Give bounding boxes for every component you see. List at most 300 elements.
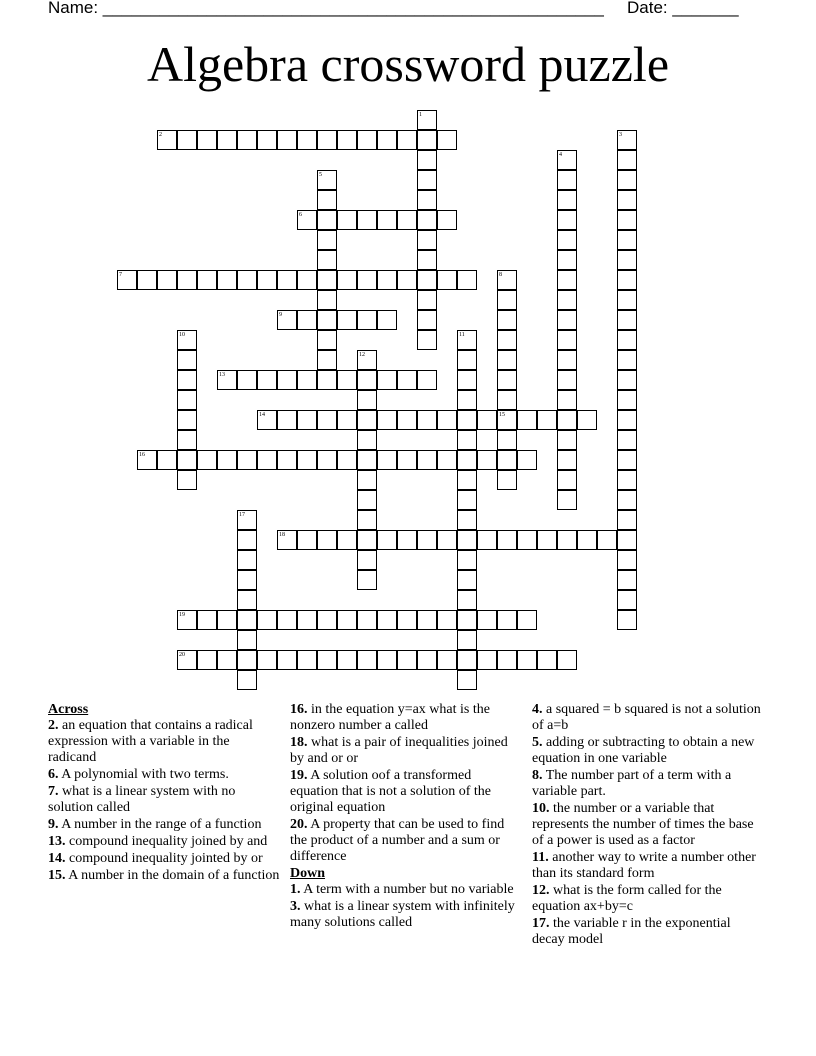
grid-cell[interactable] [437, 270, 457, 290]
grid-cell[interactable] [277, 370, 297, 390]
grid-cell[interactable] [397, 650, 417, 670]
grid-cell[interactable] [417, 270, 437, 290]
grid-cell[interactable] [457, 550, 477, 570]
grid-cell[interactable] [337, 130, 357, 150]
grid-cell[interactable] [357, 410, 377, 430]
grid-cell[interactable] [297, 450, 317, 470]
clue-item [532, 850, 764, 882]
grid-cell[interactable] [357, 510, 377, 530]
clue-number-label: 16. [290, 702, 308, 717]
grid-cell[interactable] [497, 290, 517, 310]
grid-cell[interactable] [177, 390, 197, 410]
grid-cell[interactable] [437, 410, 457, 430]
grid-cell[interactable] [557, 250, 577, 270]
grid-cell[interactable] [597, 530, 617, 550]
grid-cell[interactable] [317, 530, 337, 550]
grid-cell[interactable] [457, 390, 477, 410]
grid-cell[interactable] [277, 270, 297, 290]
grid-cell[interactable] [457, 530, 477, 550]
grid-cell[interactable] [617, 270, 637, 290]
grid-cell[interactable] [377, 450, 397, 470]
grid-cell[interactable] [577, 530, 597, 550]
grid-cell[interactable] [477, 410, 497, 430]
grid-cell[interactable] [457, 350, 477, 370]
grid-cell[interactable] [497, 330, 517, 350]
grid-cell[interactable] [237, 370, 257, 390]
grid-cell[interactable] [197, 610, 217, 630]
grid-cell[interactable] [237, 670, 257, 690]
clue-number-label: 12. [532, 883, 550, 898]
grid-cell[interactable] [237, 130, 257, 150]
clue-text: another way to write a number other than its standard form [532, 850, 756, 881]
grid-cell[interactable] [437, 610, 457, 630]
grid-cell[interactable] [557, 330, 577, 350]
clue-number: 2 [159, 132, 162, 138]
grid-cell[interactable] [617, 190, 637, 210]
grid-cell[interactable] [317, 610, 337, 630]
grid-cell[interactable] [477, 610, 497, 630]
grid-cell[interactable] [457, 570, 477, 590]
grid-cell[interactable] [357, 390, 377, 410]
grid-cell[interactable] [397, 410, 417, 430]
grid-cell[interactable] [377, 410, 397, 430]
grid-cell[interactable] [557, 310, 577, 330]
grid-cell[interactable] [297, 410, 317, 430]
grid-cell[interactable] [457, 410, 477, 430]
grid-cell[interactable] [377, 610, 397, 630]
grid-cell[interactable] [317, 330, 337, 350]
clue-item [532, 735, 764, 767]
grid-cell[interactable] [237, 610, 257, 630]
grid-cell[interactable] [537, 410, 557, 430]
grid-cell[interactable] [417, 170, 437, 190]
grid-cell[interactable] [457, 370, 477, 390]
clue-number-label: 19. [290, 768, 308, 783]
grid-cell[interactable] [457, 650, 477, 670]
grid-cell[interactable] [397, 530, 417, 550]
clue-item [290, 702, 522, 734]
grid-cell[interactable] [437, 650, 457, 670]
grid-cell[interactable] [457, 630, 477, 650]
grid-cell[interactable] [497, 350, 517, 370]
grid-cell[interactable] [557, 350, 577, 370]
grid-cell[interactable] [617, 350, 637, 370]
grid-cell[interactable] [317, 450, 337, 470]
grid-cell[interactable] [237, 450, 257, 470]
clue-number-label: 8. [532, 768, 543, 783]
grid-cell[interactable] [257, 370, 277, 390]
clue-number-label: 15. [48, 868, 66, 883]
grid-cell[interactable] [177, 370, 197, 390]
grid-cell[interactable] [377, 310, 397, 330]
grid-cell[interactable] [397, 450, 417, 470]
grid-cell[interactable] [557, 490, 577, 510]
grid-cell[interactable] [377, 270, 397, 290]
grid-cell[interactable] [257, 270, 277, 290]
clue-number: 10 [179, 332, 185, 338]
grid-cell[interactable] [357, 530, 377, 550]
grid-cell[interactable] [517, 650, 537, 670]
grid-cell[interactable] [257, 610, 277, 630]
grid-cell[interactable] [497, 430, 517, 450]
clue-text: an equation that contains a radical expression with a variable in the radicand [48, 718, 253, 765]
grid-cell[interactable] [337, 270, 357, 290]
grid-cell[interactable] [617, 490, 637, 510]
grid-cell[interactable] [337, 530, 357, 550]
clue-item [48, 851, 280, 867]
grid-cell[interactable] [317, 230, 337, 250]
clue-text: compound inequality joined by and [65, 834, 268, 849]
grid-cell[interactable] [617, 370, 637, 390]
grid-cell[interactable] [237, 630, 257, 650]
grid-cell[interactable] [297, 130, 317, 150]
clue-item [48, 834, 280, 850]
grid-cell[interactable] [297, 370, 317, 390]
grid-cell[interactable] [457, 510, 477, 530]
grid-cell[interactable] [317, 310, 337, 330]
grid-cell[interactable] [617, 450, 637, 470]
clue-item [532, 916, 764, 948]
grid-cell[interactable] [517, 530, 537, 550]
grid-cell[interactable] [157, 270, 177, 290]
grid-cell[interactable] [337, 650, 357, 670]
grid-cell[interactable] [357, 550, 377, 570]
grid-cell[interactable] [177, 450, 197, 470]
grid-cell[interactable] [457, 430, 477, 450]
grid-cell[interactable] [357, 370, 377, 390]
grid-cell[interactable] [237, 550, 257, 570]
grid-cell[interactable] [217, 610, 237, 630]
grid-cell[interactable] [557, 530, 577, 550]
grid-cell[interactable] [317, 130, 337, 150]
clue-text: in the equation y=ax what is the nonzero number a called [290, 702, 490, 733]
clue-number-label: 13. [48, 834, 66, 849]
grid-cell[interactable] [397, 610, 417, 630]
clue-item [532, 702, 764, 734]
clues-column-2 [290, 702, 522, 932]
grid-cell[interactable] [277, 130, 297, 150]
clue-number: 19 [179, 612, 185, 618]
grid-cell[interactable] [517, 610, 537, 630]
grid-cell[interactable] [297, 610, 317, 630]
grid-cell[interactable] [617, 290, 637, 310]
grid-cell[interactable] [337, 370, 357, 390]
grid-cell[interactable] [417, 190, 437, 210]
grid-cell[interactable] [277, 450, 297, 470]
grid-cell[interactable] [557, 170, 577, 190]
grid-cell[interactable] [417, 450, 437, 470]
grid-cell[interactable] [557, 470, 577, 490]
grid-cell[interactable] [497, 530, 517, 550]
clue-text: The number part of a term with a variable part. [532, 768, 732, 799]
clue-text: A term with a number but no variable [300, 882, 514, 897]
grid-cell[interactable] [617, 390, 637, 410]
grid-cell[interactable] [557, 290, 577, 310]
grid-cell[interactable] [617, 470, 637, 490]
clue-number: 8 [499, 272, 502, 278]
clue-item [290, 817, 522, 865]
grid-cell[interactable] [237, 590, 257, 610]
grid-cell[interactable] [617, 210, 637, 230]
grid-cell[interactable] [457, 670, 477, 690]
grid-cell[interactable] [517, 410, 537, 430]
grid-cell[interactable] [437, 210, 457, 230]
grid-cell[interactable] [217, 270, 237, 290]
grid-cell[interactable] [217, 650, 237, 670]
grid-cell[interactable] [317, 250, 337, 270]
grid-cell[interactable] [617, 310, 637, 330]
grid-cell[interactable] [557, 450, 577, 470]
clue-number: 18 [279, 532, 285, 538]
grid-cell[interactable] [617, 330, 637, 350]
grid-cell[interactable] [457, 590, 477, 610]
grid-cell[interactable] [557, 370, 577, 390]
grid-cell[interactable] [477, 650, 497, 670]
grid-cell[interactable] [557, 230, 577, 250]
grid-cell[interactable] [177, 350, 197, 370]
grid-cell[interactable] [417, 210, 437, 230]
grid-cell[interactable] [477, 530, 497, 550]
grid-cell[interactable] [497, 370, 517, 390]
grid-cell[interactable] [557, 430, 577, 450]
clue-number: 20 [179, 652, 185, 658]
grid-cell[interactable] [617, 510, 637, 530]
grid-cell[interactable] [257, 130, 277, 150]
grid-cell[interactable] [357, 570, 377, 590]
grid-cell[interactable] [357, 270, 377, 290]
clue-number-label: 10. [532, 801, 550, 816]
grid-cell[interactable] [277, 410, 297, 430]
grid-cell[interactable] [177, 130, 197, 150]
grid-cell[interactable] [617, 550, 637, 570]
grid-cell[interactable] [317, 410, 337, 430]
clue-text: adding or subtracting to obtain a new equation in one variable [532, 735, 755, 766]
clue-text: A polynomial with two terms. [58, 767, 229, 782]
name-field[interactable]: Name: _____________________________________________________ [48, 0, 604, 17]
grid-cell[interactable] [617, 530, 637, 550]
grid-cell[interactable] [617, 590, 637, 610]
clue-number: 3 [619, 132, 622, 138]
grid-cell[interactable] [197, 130, 217, 150]
clue-text: compound inequality jointed by or [65, 851, 263, 866]
grid-cell[interactable] [537, 530, 557, 550]
clue-text: A solution oof a transformed equation that is not a solution of the original equation [290, 768, 492, 815]
grid-cell[interactable] [357, 650, 377, 670]
grid-cell[interactable] [377, 370, 397, 390]
clue-number: 17 [239, 512, 245, 518]
grid-cell[interactable] [557, 270, 577, 290]
clue-item [290, 735, 522, 767]
grid-cell[interactable] [237, 650, 257, 670]
clue-text: the variable r in the exponential decay model [532, 916, 731, 947]
grid-cell[interactable] [557, 410, 577, 430]
grid-cell[interactable] [417, 370, 437, 390]
grid-cell[interactable] [377, 530, 397, 550]
clue-number-label: 1. [290, 882, 301, 897]
clue-item [290, 882, 522, 898]
grid-cell[interactable] [497, 610, 517, 630]
grid-cell[interactable] [177, 470, 197, 490]
clue-number-label: 3. [290, 899, 301, 914]
grid-cell[interactable] [337, 210, 357, 230]
grid-cell[interactable] [557, 390, 577, 410]
grid-cell[interactable] [577, 410, 597, 430]
grid-cell[interactable] [197, 450, 217, 470]
grid-cell[interactable] [177, 410, 197, 430]
grid-cell[interactable] [317, 290, 337, 310]
grid-cell[interactable] [357, 310, 377, 330]
clue-number-label: 11. [532, 850, 549, 865]
clue-item [48, 868, 280, 884]
grid-cell[interactable] [277, 610, 297, 630]
clue-number: 5 [319, 172, 322, 178]
grid-cell[interactable] [357, 130, 377, 150]
grid-cell[interactable] [617, 610, 637, 630]
clue-number-label: 5. [532, 735, 543, 750]
grid-cell[interactable] [257, 450, 277, 470]
grid-cell[interactable] [277, 650, 297, 670]
clue-text: A property that can be used to find the product of a number and a sum or difference [290, 817, 505, 864]
grid-cell[interactable] [297, 310, 317, 330]
grid-cell[interactable] [497, 470, 517, 490]
grid-cell[interactable] [337, 410, 357, 430]
grid-cell[interactable] [457, 450, 477, 470]
grid-cell[interactable] [397, 270, 417, 290]
grid-cell[interactable] [437, 450, 457, 470]
clue-number-label: 17. [532, 916, 550, 931]
grid-cell[interactable] [617, 570, 637, 590]
clue-text: what is a linear system with no solution called [48, 784, 236, 815]
grid-cell[interactable] [357, 490, 377, 510]
clue-text: a squared = b squared is not a solution of a=b [532, 702, 761, 733]
grid-cell[interactable] [617, 230, 637, 250]
grid-cell[interactable] [317, 190, 337, 210]
page-title: Algebra crossword puzzle [146, 36, 670, 92]
grid-cell[interactable] [157, 450, 177, 470]
grid-cell[interactable] [337, 450, 357, 470]
grid-cell[interactable] [297, 530, 317, 550]
grid-cell[interactable] [417, 310, 437, 330]
grid-cell[interactable] [497, 310, 517, 330]
grid-cell[interactable] [617, 430, 637, 450]
grid-cell[interactable] [557, 190, 577, 210]
grid-cell[interactable] [477, 450, 497, 470]
grid-cell[interactable] [237, 530, 257, 550]
grid-cell[interactable] [517, 450, 537, 470]
grid-cell[interactable] [457, 610, 477, 630]
grid-cell[interactable] [377, 650, 397, 670]
grid-cell[interactable] [417, 330, 437, 350]
grid-cell[interactable] [317, 210, 337, 230]
grid-cell[interactable] [557, 650, 577, 670]
grid-cell[interactable] [357, 430, 377, 450]
grid-cell[interactable] [317, 650, 337, 670]
grid-cell[interactable] [357, 450, 377, 470]
grid-cell[interactable] [377, 210, 397, 230]
grid-cell[interactable] [497, 650, 517, 670]
grid-cell[interactable] [217, 450, 237, 470]
grid-cell[interactable] [457, 270, 477, 290]
grid-cell[interactable] [317, 350, 337, 370]
clue-number: 13 [219, 372, 225, 378]
grid-cell[interactable] [617, 410, 637, 430]
grid-cell[interactable] [617, 150, 637, 170]
grid-cell[interactable] [417, 250, 437, 270]
grid-cell[interactable] [397, 210, 417, 230]
grid-cell[interactable] [197, 650, 217, 670]
grid-cell[interactable] [457, 470, 477, 490]
clue-item [48, 767, 280, 783]
grid-cell[interactable] [257, 650, 277, 670]
grid-cell[interactable] [417, 610, 437, 630]
grid-cell[interactable] [337, 610, 357, 630]
grid-cell[interactable] [197, 270, 217, 290]
grid-cell[interactable] [497, 390, 517, 410]
clue-item [48, 784, 280, 816]
grid-cell[interactable] [297, 650, 317, 670]
grid-cell[interactable] [177, 430, 197, 450]
clue-item [290, 768, 522, 816]
grid-cell[interactable] [397, 130, 417, 150]
clue-number: 15 [499, 412, 505, 418]
grid-cell[interactable] [357, 470, 377, 490]
grid-cell[interactable] [437, 130, 457, 150]
grid-cell[interactable] [357, 610, 377, 630]
clue-number: 6 [299, 212, 302, 218]
grid-cell[interactable] [457, 490, 477, 510]
grid-cell[interactable] [617, 170, 637, 190]
clue-number: 11 [459, 332, 465, 338]
grid-cell[interactable] [237, 570, 257, 590]
grid-cell[interactable] [137, 270, 157, 290]
clue-text: A number in the range of a function [58, 817, 262, 832]
clue-item [532, 883, 764, 915]
grid-cell[interactable] [437, 530, 457, 550]
grid-cell[interactable] [417, 290, 437, 310]
grid-cell[interactable] [417, 230, 437, 250]
grid-cell[interactable] [397, 370, 417, 390]
grid-cell[interactable] [417, 650, 437, 670]
grid-cell[interactable] [177, 270, 197, 290]
clue-number: 7 [119, 272, 122, 278]
clue-item [532, 801, 764, 849]
clues-column-3 [532, 702, 764, 949]
grid-cell[interactable] [617, 250, 637, 270]
grid-cell[interactable] [557, 210, 577, 230]
down-heading: Down [290, 866, 326, 881]
grid-cell[interactable] [537, 650, 557, 670]
grid-cell[interactable] [237, 270, 257, 290]
grid-cell[interactable] [497, 450, 517, 470]
clue-number: 12 [359, 352, 365, 358]
grid-cell[interactable] [417, 410, 437, 430]
grid-cell[interactable] [317, 370, 337, 390]
date-field[interactable]: Date: _______ [627, 0, 739, 17]
grid-cell[interactable] [357, 210, 377, 230]
clue-item [48, 817, 280, 833]
grid-cell[interactable] [417, 150, 437, 170]
grid-cell[interactable] [217, 130, 237, 150]
clues-column-1 [48, 702, 280, 885]
clue-number-label: 6. [48, 767, 59, 782]
grid-cell[interactable] [317, 270, 337, 290]
clue-text: what is a pair of inequalities joined by and or or [290, 735, 508, 766]
grid-cell[interactable] [417, 130, 437, 150]
grid-cell[interactable] [297, 270, 317, 290]
grid-cell[interactable] [337, 310, 357, 330]
grid-cell[interactable] [417, 530, 437, 550]
grid-cell[interactable] [377, 130, 397, 150]
